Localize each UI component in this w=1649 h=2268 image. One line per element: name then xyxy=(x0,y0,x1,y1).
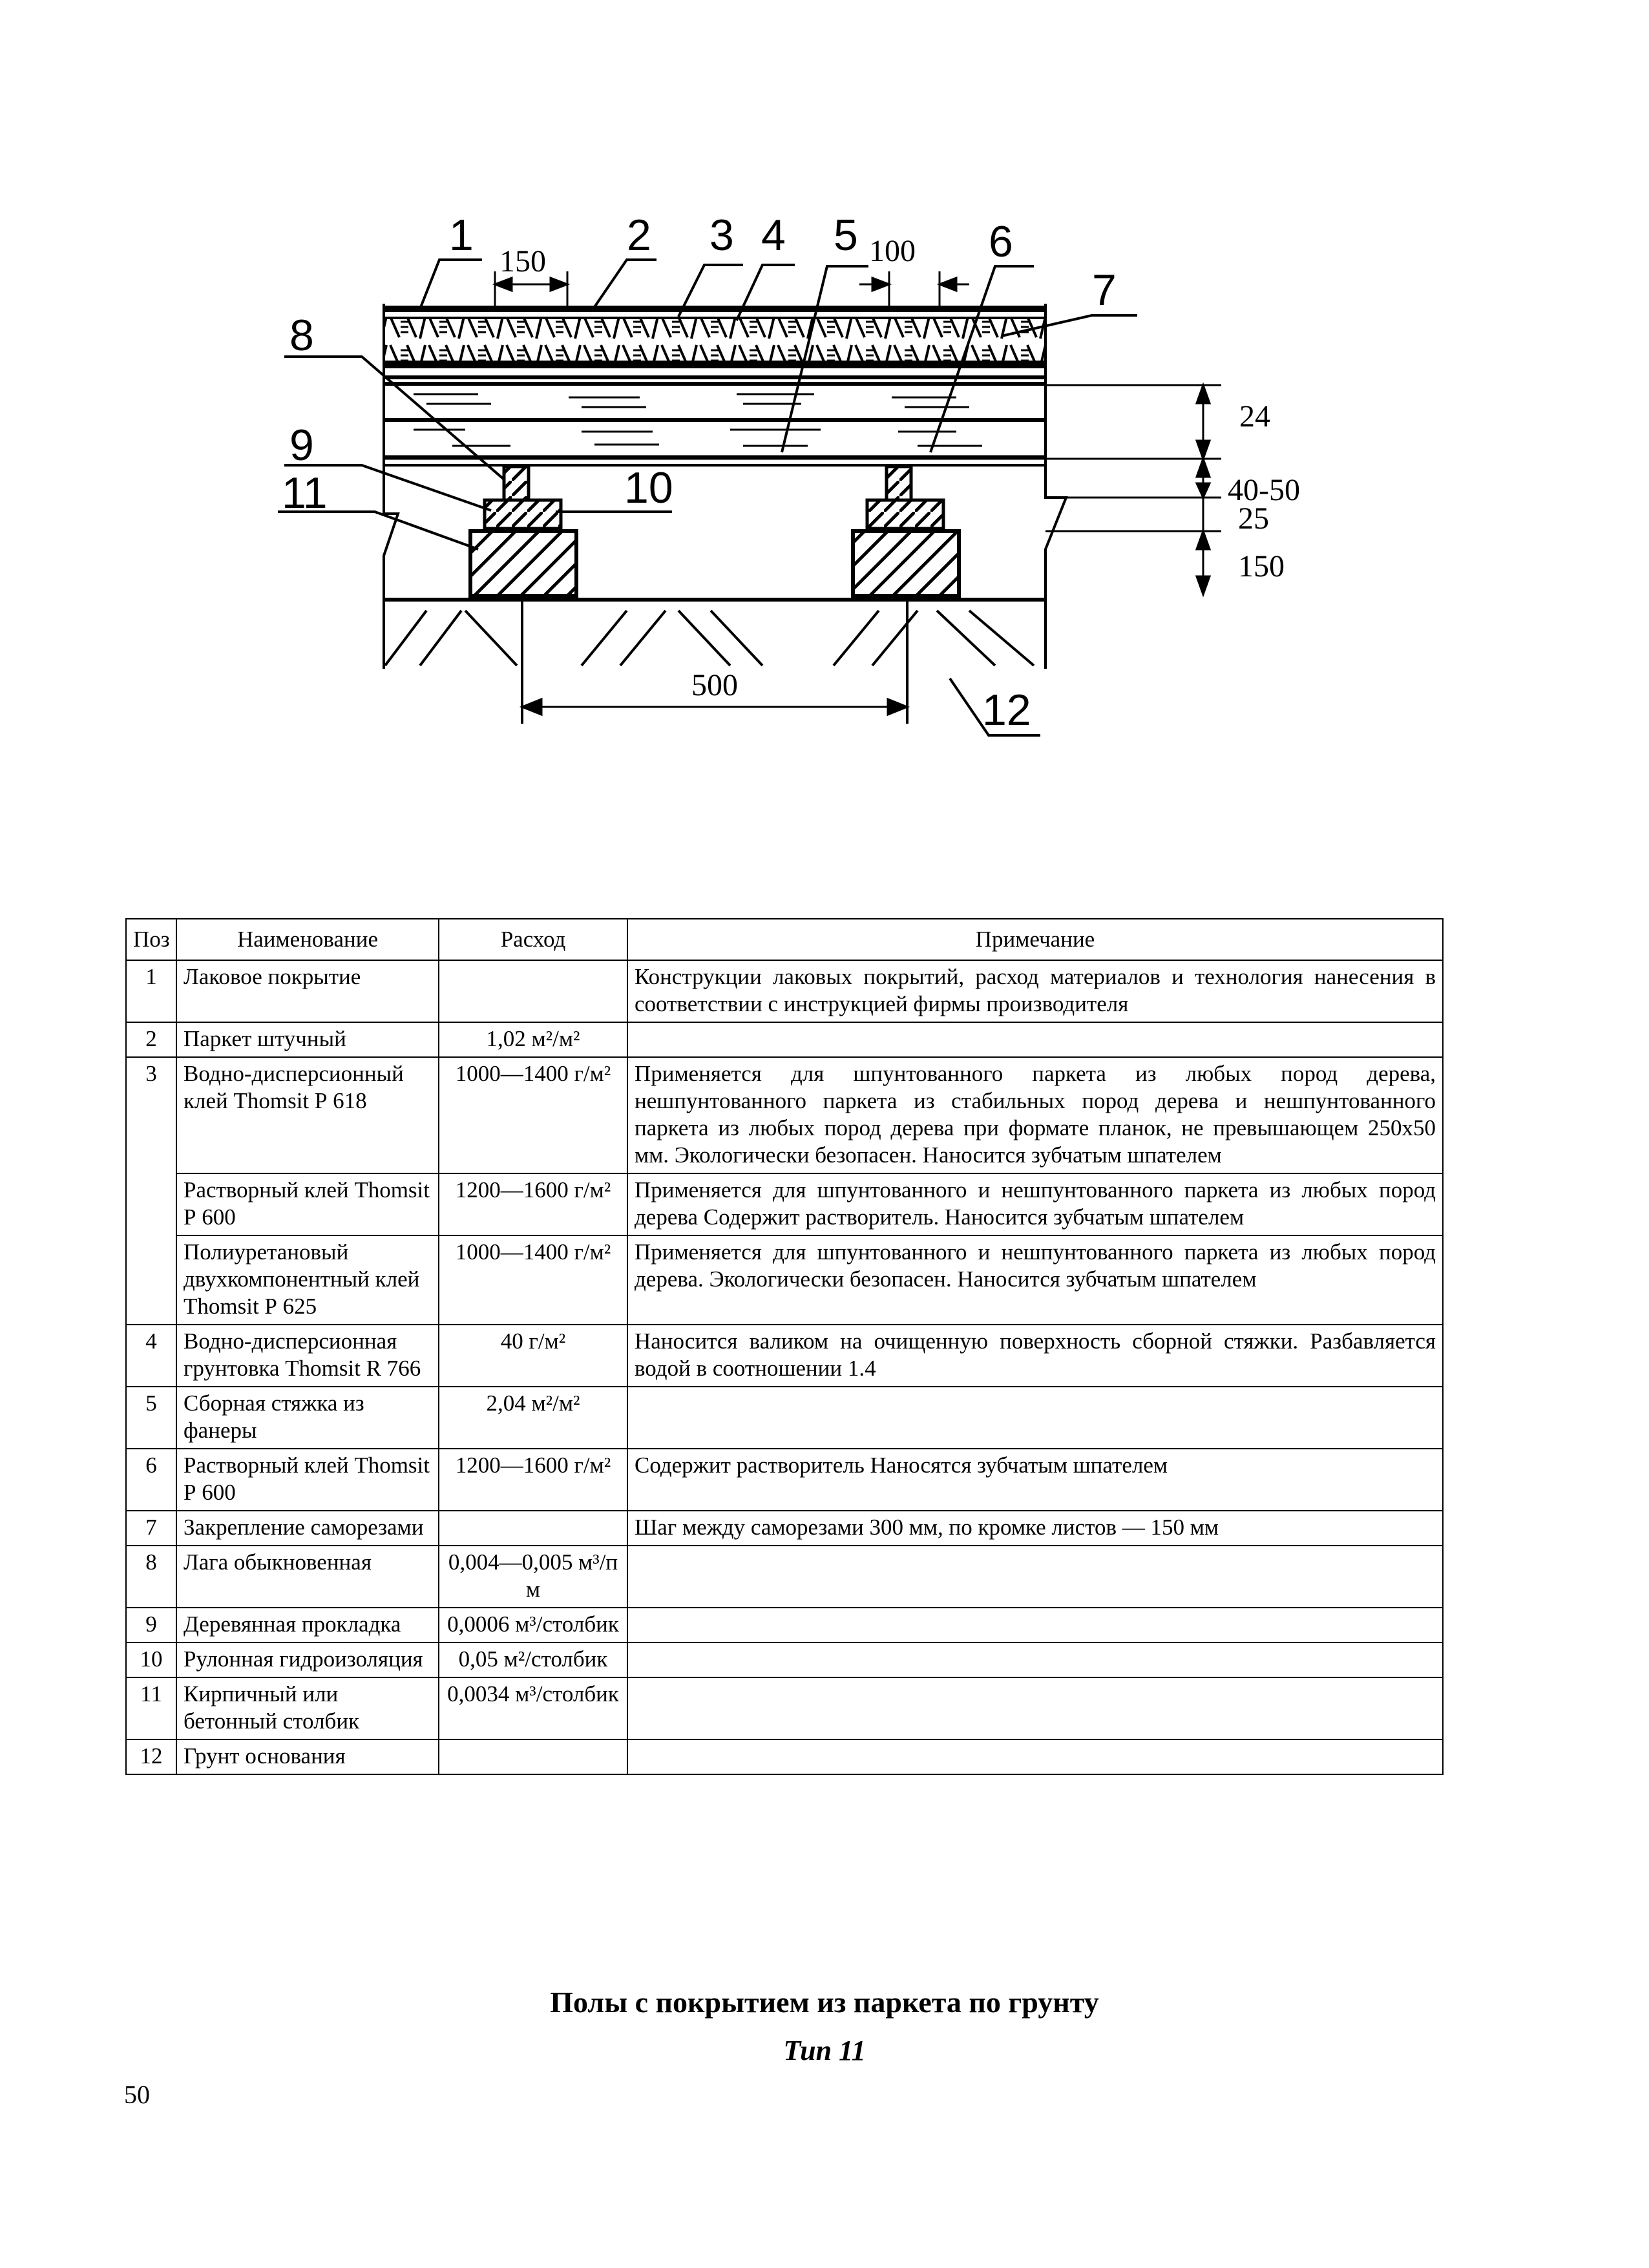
table-header-row xyxy=(126,919,1443,960)
dim-joist-spacing-label: 500 xyxy=(691,668,738,702)
table-body xyxy=(126,960,1443,1774)
parquet-layer xyxy=(384,309,1045,366)
cell-note: Наносится валиком на очищенную поверхность сборной стяжки. Разбавляется водой в соотношении 1.4 xyxy=(627,1325,1443,1387)
callout-11: 11 xyxy=(282,468,328,518)
cell-name: Деревянная прокладка xyxy=(176,1608,439,1643)
table-row xyxy=(126,1546,1443,1608)
dim-vertical-chain xyxy=(1045,385,1221,594)
cell-pos: 10 xyxy=(126,1643,176,1677)
cell-note xyxy=(627,1387,1443,1449)
dim-pad-height-label: 40-50 xyxy=(1228,473,1300,507)
cell-rate: 1000—1400 г/м² xyxy=(439,1057,627,1173)
dim-joist-height-label: 24 xyxy=(1239,399,1270,434)
page-title: Полы с покрытием из паркета по грунту xyxy=(550,1986,1099,2019)
cell-pos: 11 xyxy=(126,1677,176,1739)
cell-note: Применяется для шпунтованного и нешпунтованного паркета из любых пород дерева Содержит растворитель. Наносится зубчатым шпателем xyxy=(627,1173,1443,1235)
callout-1: 1 xyxy=(449,211,474,260)
cell-rate: 0,0034 м³/столбик xyxy=(439,1677,627,1739)
support-left xyxy=(470,467,576,596)
cell-pos: 6 xyxy=(126,1449,176,1511)
cell-name: Растворный клей Thomsit Р 600 xyxy=(176,1449,439,1511)
cell-rate xyxy=(439,1511,627,1546)
dim-post-height-label: 150 xyxy=(1238,549,1285,583)
callout-10: 10 xyxy=(624,463,673,512)
floor-section-drawing xyxy=(0,0,1649,775)
cell-rate: 1200—1600 г/м² xyxy=(439,1449,627,1511)
support-right xyxy=(853,467,959,596)
cell-pos xyxy=(126,1235,176,1325)
cell-note xyxy=(627,1546,1443,1608)
cell-rate: 40 г/м² xyxy=(439,1325,627,1387)
cell-pos: 1 xyxy=(126,960,176,1022)
cell-rate xyxy=(439,1739,627,1774)
header-pos: Поз xyxy=(126,919,176,960)
cell-pos: 2 xyxy=(126,1022,176,1057)
cell-pos: 9 xyxy=(126,1608,176,1643)
cell-note xyxy=(627,1608,1443,1643)
callout-2: 2 xyxy=(627,211,651,260)
cell-note: Применяется для шпунтованного паркета из любых пород дерева, нешпунтованного паркета из стабильных пород дерева и нешпунтованного паркета из любых пород дерева при формате планок, не превышающем 250х50 мм. Экологически безопасен. Наносится зубчатым шпателем xyxy=(627,1057,1443,1173)
cell-rate: 1000—1400 г/м² xyxy=(439,1235,627,1325)
header-note: Примечание xyxy=(627,919,1443,960)
table-row xyxy=(126,1325,1443,1387)
dim-gap-label: 100 xyxy=(869,234,916,268)
cell-name: Водно-дисперсионная грунтовка Thomsit R 766 xyxy=(176,1325,439,1387)
cell-name: Кирпичный или бетонный столбик xyxy=(176,1677,439,1739)
cell-pos xyxy=(126,1173,176,1235)
table-row xyxy=(126,1677,1443,1739)
table-row xyxy=(126,1739,1443,1774)
cell-pos: 4 xyxy=(126,1325,176,1387)
callout-8: 8 xyxy=(289,311,314,360)
callout-7: 7 xyxy=(1092,266,1117,315)
cell-rate: 0,05 м²/столбик xyxy=(439,1643,627,1677)
dim-gap xyxy=(859,271,969,309)
cell-name: Закрепление саморезами xyxy=(176,1511,439,1546)
cell-name: Лага обыкновенная xyxy=(176,1546,439,1608)
table-row xyxy=(126,960,1443,1022)
dim-waterproofing-label: 25 xyxy=(1238,501,1269,536)
cell-note xyxy=(627,1643,1443,1677)
table-row xyxy=(126,1608,1443,1643)
callout-3: 3 xyxy=(709,211,734,260)
callout-5: 5 xyxy=(834,211,858,260)
cell-note: Содержит растворитель Наносятся зубчатым шпателем xyxy=(627,1449,1443,1511)
table-row xyxy=(126,1449,1443,1511)
cell-name: Растворный клей Thomsit Р 600 xyxy=(176,1173,439,1235)
cell-rate: 1,02 м²/м² xyxy=(439,1022,627,1057)
cell-rate xyxy=(439,960,627,1022)
ground xyxy=(384,600,1045,724)
cell-note xyxy=(627,1739,1443,1774)
callout-12: 12 xyxy=(982,686,1031,735)
table-row xyxy=(126,1511,1443,1546)
cell-name: Полиуретановый двухкомпонентный клей Thomsit Р 625 xyxy=(176,1235,439,1325)
header-rate: Расход xyxy=(439,919,627,960)
cell-rate: 2,04 м²/м² xyxy=(439,1387,627,1449)
plywood-screed xyxy=(384,377,1045,465)
page-subtitle: Тип 11 xyxy=(783,2035,866,2066)
table-row xyxy=(126,1643,1443,1677)
cell-pos: 5 xyxy=(126,1387,176,1449)
cell-note: Конструкции лаковых покрытий, расход материалов и технология нанесения в соответствии с инструкцией фирмы производителя xyxy=(627,960,1443,1022)
table-row xyxy=(126,1235,1443,1325)
cell-note: Шаг между саморезами 300 мм, по кромке листов — 150 мм xyxy=(627,1511,1443,1546)
table-row xyxy=(126,1387,1443,1449)
table-row xyxy=(126,1173,1443,1235)
callout-4: 4 xyxy=(761,211,786,260)
specification-table xyxy=(125,918,1444,1775)
cell-note xyxy=(627,1677,1443,1739)
cell-note xyxy=(627,1022,1443,1057)
cell-name: Грунт основания xyxy=(176,1739,439,1774)
table-row xyxy=(126,1022,1443,1057)
cell-note: Применяется для шпунтованного и нешпунтованного паркета из любых пород дерева. Экологически безопасен. Наносится зубчатым шпателем xyxy=(627,1235,1443,1325)
cell-name: Рулонная гидроизоляция xyxy=(176,1643,439,1677)
cell-name: Сборная стяжка из фанеры xyxy=(176,1387,439,1449)
cell-pos: 7 xyxy=(126,1511,176,1546)
cell-rate: 0,0006 м³/столбик xyxy=(439,1608,627,1643)
cell-rate: 1200—1600 г/м² xyxy=(439,1173,627,1235)
cell-name: Паркет штучный xyxy=(176,1022,439,1057)
table-row xyxy=(126,1057,1443,1173)
header-name: Наименование xyxy=(176,919,439,960)
cell-pos: 3 xyxy=(126,1057,176,1173)
page-number: 50 xyxy=(124,2080,150,2109)
dim-plank-width-label: 150 xyxy=(499,244,546,278)
cell-pos: 12 xyxy=(126,1739,176,1774)
cell-name: Лаковое покрытие xyxy=(176,960,439,1022)
cell-name: Водно-дисперсионный клей Thomsit Р 618 xyxy=(176,1057,439,1173)
callout-9: 9 xyxy=(289,421,314,470)
callout-6: 6 xyxy=(989,217,1013,266)
cell-pos: 8 xyxy=(126,1546,176,1608)
cell-rate: 0,004—0,005 м³/п м xyxy=(439,1546,627,1608)
